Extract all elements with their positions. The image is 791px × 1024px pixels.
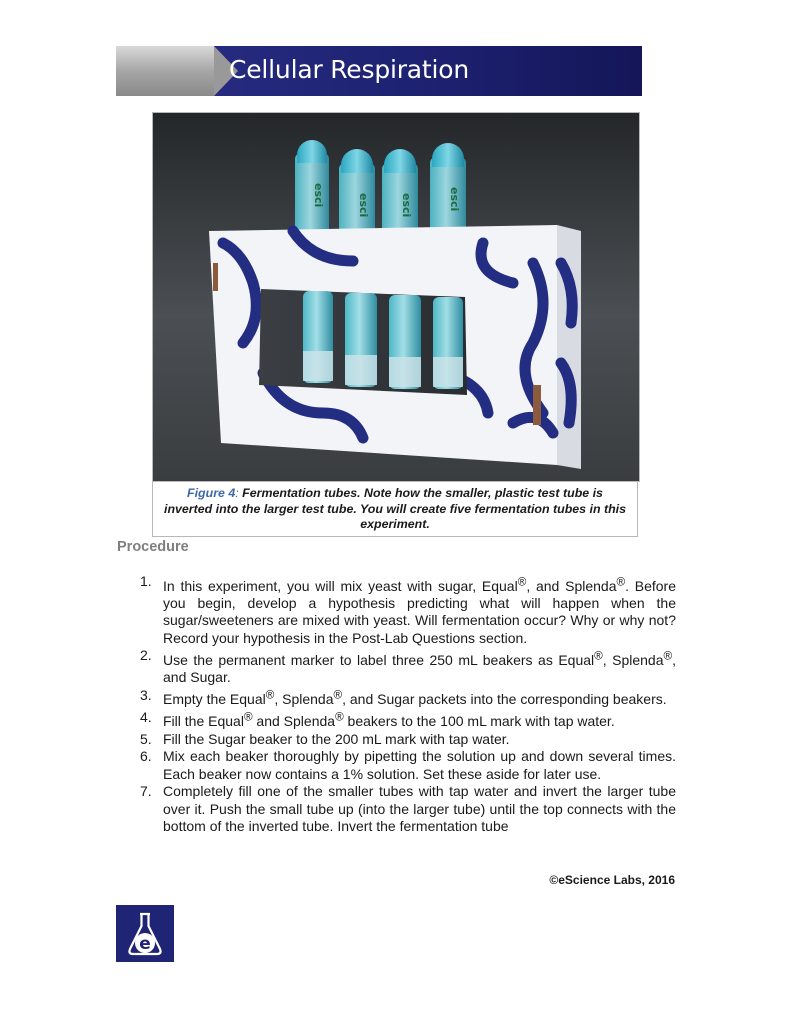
escience-logo (116, 905, 174, 962)
caption-label: Figure 4 (187, 486, 236, 500)
step-number: 3. (140, 686, 152, 703)
procedure-step (140, 709, 676, 731)
step-number: 7. (140, 783, 152, 800)
step-text: Completely fill one of the smaller tubes with tap water and invert the larger tube over it. Push the small tube up (into the larger tube) until the top connects with the bottom of the inverted tube. Invert the fermentation tube (163, 783, 676, 834)
fermentation-tubes-photo (152, 112, 640, 482)
procedure-step (140, 731, 676, 748)
step-number: 6. (140, 748, 152, 765)
procedure-steps (140, 573, 676, 835)
caption-colon: : (235, 486, 239, 500)
tube-label-3: esci (400, 193, 413, 218)
page-title: Cellular Respiration (229, 55, 470, 84)
header-banner (116, 46, 642, 96)
step-text: Empty the Equal®, Splenda®, and Sugar packets into the corresponding beakers. (163, 688, 667, 708)
tube-label-1: esci (312, 183, 325, 208)
step-text: Use the permanent marker to label three 250 mL beakers as Equal®, Splenda®, and Sugar. (163, 649, 676, 686)
step-number: 5. (140, 730, 152, 747)
step-number: 2. (140, 647, 152, 664)
tube-label-2: esci (357, 193, 370, 218)
procedure-step (140, 647, 676, 686)
procedure-step (140, 573, 676, 647)
step-number: 1. (140, 573, 152, 589)
caption-text: Fermentation tubes. Note how the smaller, plastic test tube is inverted into the larger test tube. You will create five fermentation tubes in this experiment. (164, 486, 626, 531)
figure-caption (152, 481, 638, 537)
step-number: 4. (140, 708, 152, 725)
banner-grey-block (116, 46, 214, 96)
logo-letter: e (139, 934, 151, 954)
step-text: Fill the Sugar beaker to the 200 mL mark with tap water. (163, 730, 510, 747)
step-text: Fill the Equal® and Splenda® beakers to the 100 mL mark with tap water. (163, 710, 615, 730)
step-text: Mix each beaker thoroughly by pipetting the solution up and down several times. Each beaker now contains a 1% solution. Set these aside for later use. (163, 748, 676, 782)
procedure-step (140, 748, 676, 783)
copyright: ©eScience Labs, 2016 (549, 873, 675, 887)
tube-label-4: esci (448, 187, 461, 212)
step-text: In this experiment, you will mix yeast with sugar, Equal®, and Splenda®. Before you begin, develop a hypothesis predicting what will happen when the sugar/sweeteners are mixed with yeast. Will fermentation occur? Why or why not? Record your hypothesis in the Post-Lab Questions section. (163, 575, 677, 646)
procedure-step (140, 687, 676, 709)
procedure-heading: Procedure (117, 539, 189, 555)
procedure-step (140, 783, 676, 835)
